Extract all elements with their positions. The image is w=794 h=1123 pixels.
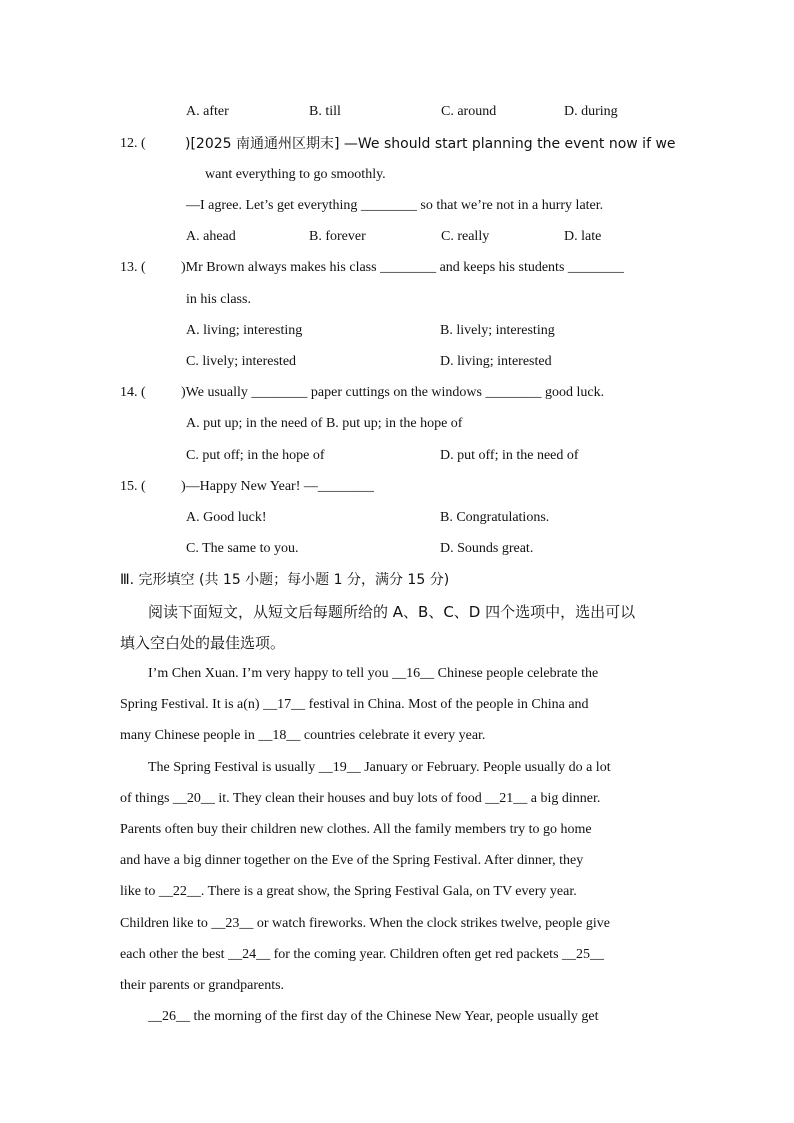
q12-number: 12. ( <box>120 136 146 151</box>
section-heading: Ⅲ. 完形填空 (共 15 小题；每小题 1 分，满分 15 分) <box>120 572 450 588</box>
q11-option-a: A. after <box>186 104 229 119</box>
q13-stem-line2: in his class. <box>186 292 251 307</box>
q13-option-a: A. living; interesting <box>186 323 303 338</box>
q12-option-d: D. late <box>564 229 602 244</box>
q13-number: 13. ( <box>120 260 146 275</box>
q14-number: 14. ( <box>120 385 146 400</box>
q12-option-c: C. really <box>441 229 490 244</box>
passage-line: I’m Chen Xuan. I’m very happy to tell you __16__ Chinese people celebrate the <box>148 666 599 681</box>
passage-line: Children like to __23__ or watch fireworks. When the clock strikes twelve, people give <box>120 916 610 931</box>
q15-option-c: C. The same to you. <box>186 541 299 556</box>
q13-stem-line1: )Mr Brown always makes his class ________ and keeps his students ________ <box>181 260 624 275</box>
section-instruction-line2: 填入空白处的最佳选项。 <box>120 634 286 652</box>
q14-option-d: D. put off; in the need of <box>440 448 579 463</box>
q14-option-c: C. put off; in the hope of <box>186 448 325 463</box>
q12-stem-text: )[2025 南通通州区期末] —We should start planning the event now if we <box>185 136 676 152</box>
q12-option-a: A. ahead <box>186 229 236 244</box>
passage-line: Parents often buy their children new clothes. All the family members try to go home <box>120 822 592 837</box>
passage-line: each other the best __24__ for the coming year. Children often get red packets __25__ <box>120 947 605 962</box>
q14-option-ab: A. put up; in the need of B. put up; in the hope of <box>186 416 463 431</box>
q13-option-c: C. lively; interested <box>186 354 297 369</box>
q12-reply-line: —I agree. Let’s get everything ________ so that we’re not in a hurry later. <box>186 198 604 213</box>
passage-line: The Spring Festival is usually __19__ January or February. People usually do a lot <box>148 760 611 775</box>
passage-line: of things __20__ it. They clean their houses and buy lots of food __21__ a big dinner. <box>120 791 601 806</box>
passage-line: __26__ the morning of the first day of the Chinese New Year, people usually get <box>148 1009 599 1024</box>
q11-option-b: B. till <box>309 104 341 119</box>
q13-option-d: D. living; interested <box>440 354 552 369</box>
section-instruction-line1: 阅读下面短文，从短文后每题所给的 A、B、C、D 四个选项中，选出可以 <box>148 603 636 621</box>
passage-line: and have a big dinner together on the Eve of the Spring Festival. After dinner, they <box>120 853 584 868</box>
q15-number: 15. ( <box>120 479 146 494</box>
q11-option-d: D. during <box>564 104 618 119</box>
q12-stem-line2: want everything to go smoothly. <box>205 167 386 182</box>
q15-option-d: D. Sounds great. <box>440 541 534 556</box>
q12-option-b: B. forever <box>309 229 366 244</box>
q15-option-b: B. Congratulations. <box>440 510 550 525</box>
q12-stem-line1 <box>185 135 674 154</box>
q11-option-c: C. around <box>441 104 497 119</box>
passage-line: Spring Festival. It is a(n) __17__ festival in China. Most of the people in China and <box>120 697 589 712</box>
passage-line: their parents or grandparents. <box>120 978 285 993</box>
passage-line: many Chinese people in __18__ countries celebrate it every year. <box>120 728 486 743</box>
q13-option-b: B. lively; interesting <box>440 323 555 338</box>
q14-stem-line1: )We usually ________ paper cuttings on the windows ________ good luck. <box>181 385 605 400</box>
passage-line: like to __22__. There is a great show, the Spring Festival Gala, on TV every year. <box>120 884 577 899</box>
q15-stem-line1: )—Happy New Year! —________ <box>181 479 374 494</box>
q15-option-a: A. Good luck! <box>186 510 267 525</box>
